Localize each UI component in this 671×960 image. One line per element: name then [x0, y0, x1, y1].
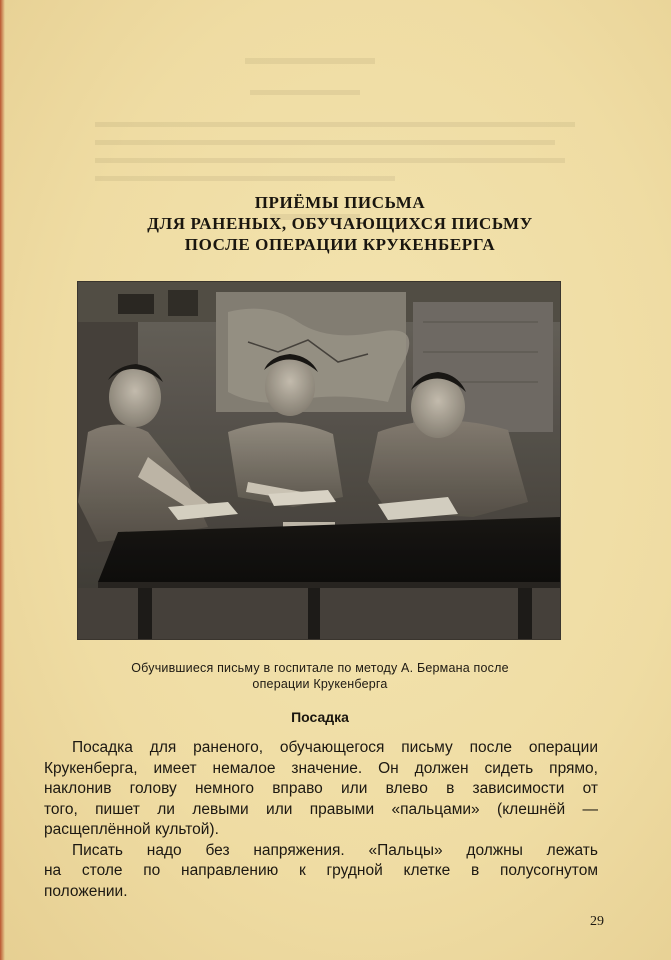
paragraph-line: Крукенберга, имеет немалое значение. Он должен сидеть прямо, — [44, 759, 598, 777]
caption-line-2: операции Крукенберга — [252, 677, 388, 691]
page-title — [80, 192, 600, 255]
caption-line-1: Обучившиеся письму в госпитале по методу А. Бермана после — [131, 661, 509, 675]
paragraph-line: того, пишет ли левыми или правыми «пальцами» (клешнёй — — [44, 800, 598, 818]
paragraph-line: расщеплённой культой). — [44, 821, 219, 838]
paragraph-line: Посадка для раненого, обучающегося письму после операции — [72, 739, 598, 756]
photograph-three-men-writing-icon — [78, 282, 560, 639]
page-number: 29 — [590, 914, 604, 929]
title-line-2: ДЛЯ РАНЕНЫХ, ОБУЧАЮЩИХСЯ ПИСЬМУ — [147, 214, 533, 233]
paragraph-2 — [44, 841, 598, 903]
section-heading: Посадка — [291, 709, 349, 725]
body-text — [44, 738, 598, 902]
title-line-1: ПРИЁМЫ ПИСЬМА — [254, 193, 426, 212]
photograph — [78, 282, 560, 639]
paragraph-line: наклонив голову немного вправо или влево в зависимости от — [44, 780, 598, 797]
paragraph-1 — [44, 738, 598, 841]
photo-caption — [70, 660, 570, 692]
title-line-3: ПОСЛЕ ОПЕРАЦИИ КРУКЕНБЕРГА — [184, 235, 496, 254]
paragraph-line: положении. — [44, 882, 128, 900]
paragraph-line: Писать надо без напряжения. «Пальцы» должны лежать — [72, 841, 598, 859]
paragraph-line: на столе по направлению к грудной клетке в полусогнутом — [44, 862, 598, 879]
